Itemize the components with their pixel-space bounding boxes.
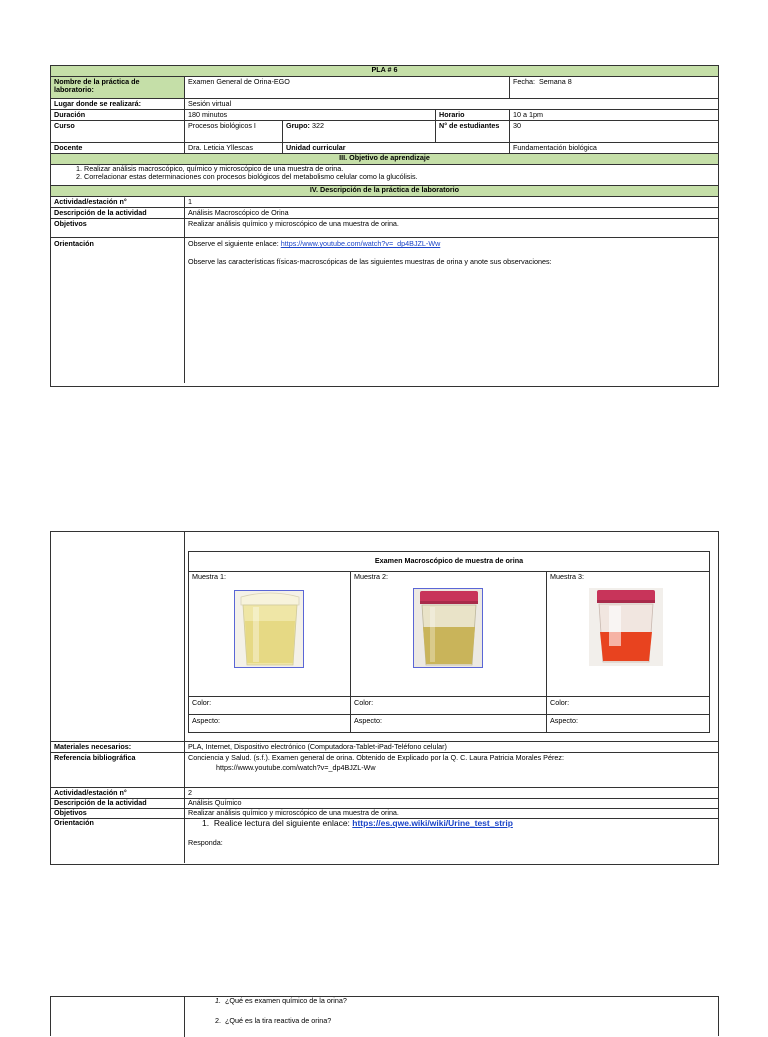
- macro-exam-cell: [185, 532, 718, 741]
- duration-value: 180 minutos: [185, 110, 436, 120]
- activity2-desc-row: [51, 799, 718, 809]
- activity1-orient-row: [51, 238, 718, 383]
- activity-table: [50, 531, 719, 865]
- materials-label: Materiales necesarios:: [51, 742, 185, 752]
- samples-color-row: [189, 697, 709, 715]
- objective-item: 2. Correlacionar estas determinaciones con procesos biológicos del metabolismo celular como la glucólisis.: [84, 173, 715, 181]
- sample1-cell: [189, 572, 351, 696]
- activity1-station-value: 1: [188, 197, 192, 206]
- reference-label: Referencia bibliográfica: [51, 753, 185, 787]
- questions-left-cell: [51, 997, 185, 1037]
- macro-exam-left-cell: [51, 532, 185, 741]
- questions-row: [51, 997, 718, 1037]
- group-label: Grupo:: [286, 121, 310, 130]
- students-value: 30: [513, 121, 521, 130]
- activity1-desc-row: [51, 208, 718, 219]
- objectives-title: III. Objetivo de aprendizaje: [339, 154, 430, 162]
- question-item: [215, 997, 715, 1005]
- reference-line1: Conciencia y Salud. (s.f.). Examen general de orina. Obtenido de Explicado por la Q. C. Laura Patricia Morales Pérez:: [188, 753, 564, 762]
- question-number: 1.: [215, 997, 221, 1005]
- sample3-aspect-label: Aspecto:: [550, 716, 578, 725]
- sample2-cell: [351, 572, 547, 696]
- macro-exam-title: Examen Macroscópico de muestra de orina: [374, 556, 524, 566]
- practice-name-value: Examen General de Orina-EGO: [185, 77, 510, 98]
- questions-table: [50, 996, 719, 1036]
- students-label: N° de estudiantes: [436, 121, 510, 142]
- pla-title: PLA # 6: [371, 66, 398, 74]
- sample3-cell: [547, 572, 709, 696]
- urine-test-strip-link[interactable]: https://es.qwe.wiki/wiki/Urine_test_strip: [352, 819, 513, 828]
- practice-name-row: [51, 77, 718, 99]
- sample3-image: [589, 588, 663, 666]
- activity2-respond: Responda:: [188, 837, 223, 847]
- objectives-list-row: [51, 165, 718, 186]
- sample2-color-label: Color:: [351, 697, 547, 714]
- activity2-desc-label: Descripción de la actividad: [51, 799, 185, 808]
- activity1-orient-label: Orientación: [51, 238, 185, 383]
- questions-cell: [185, 997, 718, 1037]
- objective-item: 1. Realizar análisis macroscópico, químico y microscópico de una muestra de orina.: [84, 165, 715, 173]
- duration-label: Duración: [51, 110, 185, 120]
- duration-row: [51, 110, 718, 121]
- sample1-aspect-label: Aspecto:: [189, 715, 351, 733]
- activity2-station-row: [51, 788, 718, 799]
- group-cell: [283, 121, 436, 142]
- activity2-station-label: Actividad/estación n°: [51, 788, 185, 798]
- question-number: 2.: [215, 1016, 221, 1026]
- date-label: Fecha:: [513, 77, 535, 86]
- teacher-label: Docente: [51, 143, 185, 153]
- date-cell: [510, 77, 718, 98]
- schedule-value: 10 a 1pm: [513, 110, 543, 119]
- activity2-obj-row: [51, 809, 718, 819]
- unit-label: Unidad curricular: [283, 143, 510, 153]
- activity2-station-value: 2: [188, 788, 192, 797]
- location-row: [51, 99, 718, 110]
- activity2-read-number: 1.: [202, 819, 210, 828]
- sample3-label: Muestra 3:: [550, 572, 584, 581]
- lab-info-table: [50, 65, 719, 387]
- question-item: [215, 1017, 715, 1025]
- sample1-label: Muestra 1:: [192, 572, 226, 581]
- unit-value: Fundamentación biológica: [513, 143, 597, 152]
- course-value: Procesos biológicos I: [185, 121, 283, 142]
- activity1-orient-line: [188, 240, 715, 248]
- materials-row: [51, 742, 718, 753]
- location-label: Lugar donde se realizará:: [51, 99, 185, 109]
- activity2-orient-label: Orientación: [51, 819, 185, 863]
- activity1-station-label: Actividad/estación n°: [51, 197, 185, 207]
- sample2-label: Muestra 2:: [354, 572, 388, 581]
- practice-header-row: [51, 186, 718, 197]
- youtube-link[interactable]: https://www.youtube.com/watch?v=_dp4BJZL-Ww: [280, 239, 441, 248]
- objectives-list: [54, 165, 715, 182]
- sample3-color-label: Color:: [550, 698, 570, 707]
- question-text: ¿Qué es la tira reactiva de orina?: [225, 1016, 332, 1026]
- course-label: Curso: [51, 121, 185, 142]
- activity2-read-text: Realice lectura del siguiente enlace:: [213, 819, 353, 828]
- course-row: [51, 121, 718, 143]
- urine-cup-yellow-icon: [235, 591, 304, 668]
- activity1-orient-text: Observe el siguiente enlace:: [188, 239, 281, 248]
- activity2-obj-value: Realizar análisis químico y microscópico de una muestra de orina.: [188, 809, 399, 817]
- sample1-image: [234, 590, 304, 668]
- activity1-obj-row: [51, 219, 718, 238]
- activity2-read-line: [188, 819, 715, 829]
- objectives-header-row: [51, 154, 718, 165]
- sample1-color-label: Color:: [189, 697, 351, 714]
- activity1-obj-value: Realizar análisis químico y microscópico de una muestra de orina.: [188, 219, 399, 228]
- materials-value: PLA, Internet, Dispositivo electrónico (Computadora-Tablet-iPad-Teléfono celular): [188, 742, 447, 751]
- reference-line2: https://www.youtube.com/watch?v=_dp4BJZL-Ww: [216, 763, 376, 773]
- macro-exam-row: [51, 532, 718, 742]
- activity2-orient-cell: [185, 819, 718, 863]
- practice-name-label: Nombre de la práctica de laboratorio:: [51, 77, 185, 98]
- samples-image-row: [189, 572, 709, 697]
- practice-title: IV. Descripción de la práctica de laboratorio: [309, 186, 460, 194]
- teacher-row: [51, 143, 718, 154]
- activity2-orient-row: [51, 819, 718, 863]
- sample2-aspect-label: Aspecto:: [351, 715, 547, 733]
- reference-row: [51, 753, 718, 788]
- activity1-obj-label: Objetivos: [51, 219, 185, 237]
- location-value: Sesión virtual: [188, 99, 232, 108]
- objectives-list-cell: [51, 165, 718, 185]
- group-value: 322: [311, 121, 324, 130]
- date-value: Semana 8: [538, 77, 572, 86]
- activity1-desc-value: Análisis Macroscópico de Orina: [188, 208, 289, 217]
- activity1-orient-cell: [185, 238, 718, 383]
- activity1-desc-label: Descripción de la actividad: [51, 208, 185, 218]
- macro-exam-title-row: [189, 552, 709, 572]
- activity2-desc-value: Análisis Químico: [188, 799, 242, 807]
- question-text: ¿Qué es examen químico de la orina?: [225, 997, 347, 1005]
- activity1-orient-instructions: Observe las características físicas-macroscópicas de las siguientes muestras de orina y anote sus observaciones:: [188, 257, 552, 267]
- activity2-obj-label: Objetivos: [51, 809, 185, 818]
- sample2-image: [413, 588, 483, 668]
- reference-cell: [185, 753, 718, 787]
- schedule-label: Horario: [436, 110, 510, 120]
- samples-aspect-row: [189, 715, 709, 733]
- activity1-station-row: [51, 197, 718, 208]
- pla-header-row: [51, 66, 718, 77]
- urine-cup-amber-icon: [414, 589, 483, 668]
- macro-exam-table: [188, 551, 710, 733]
- urine-cup-red-icon: [589, 588, 663, 666]
- teacher-value: Dra. Leticia Yllescas: [185, 143, 283, 153]
